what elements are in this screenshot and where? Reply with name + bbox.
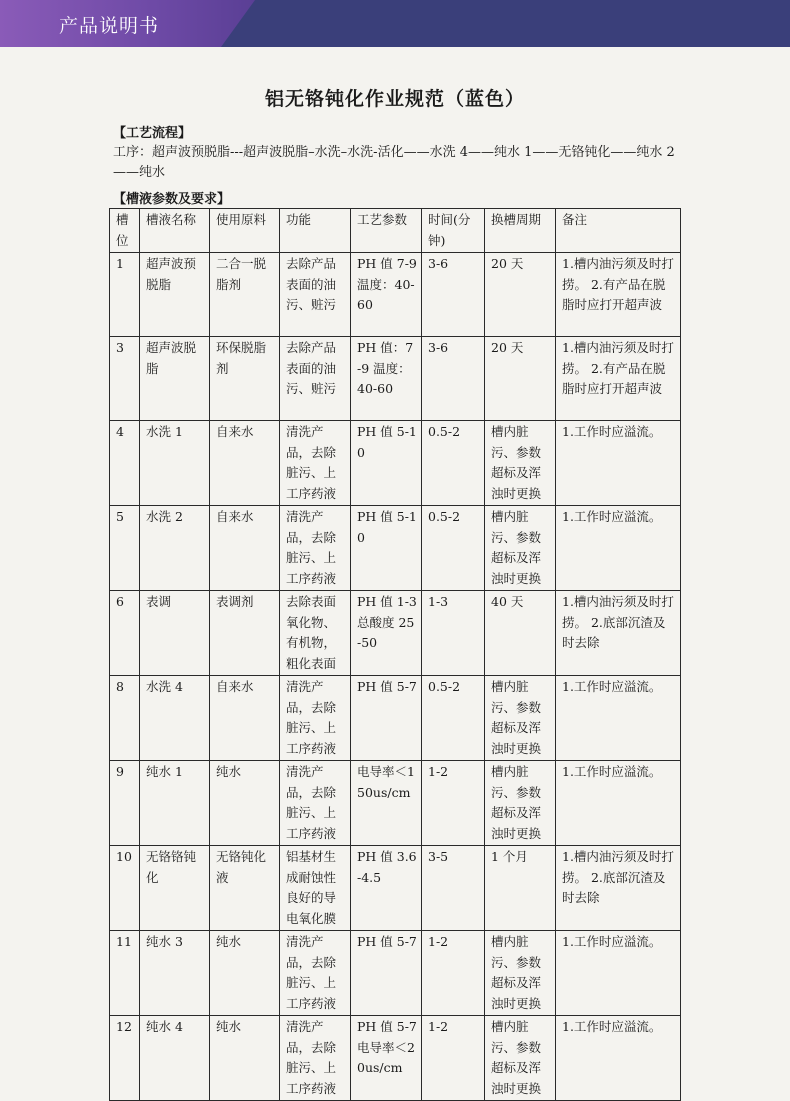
table-cell: PH 值 5-7 电导率＜20us/cm xyxy=(351,1016,422,1101)
table-row xyxy=(110,676,681,761)
table-cell: 3-6 xyxy=(422,253,485,337)
params-heading: 【槽液参数及要求】 xyxy=(113,192,231,207)
table-cell: 12 xyxy=(110,1016,140,1101)
table-cell: 纯水 xyxy=(210,931,280,1016)
table-row xyxy=(110,761,681,846)
table-cell: 3-5 xyxy=(422,846,485,931)
table-cell: 10 xyxy=(110,846,140,931)
table-cell: 自来水 xyxy=(210,676,280,761)
table-cell: PH 值 1-3 总酸度 25-50 xyxy=(351,591,422,676)
column-header: 工艺参数 xyxy=(351,209,422,253)
table-cell: 二合一脱脂剂 xyxy=(210,253,280,337)
table-cell: 1.工作时应溢流。 xyxy=(556,506,681,591)
table-cell: 20 天 xyxy=(485,337,556,421)
table-cell: 1.槽内油污须及时打捞。 2.有产品在脱脂时应打开超声波 xyxy=(556,337,681,421)
table-cell: 环保脱脂剂 xyxy=(210,337,280,421)
table-cell: 表调剂 xyxy=(210,591,280,676)
table-cell: 1.槽内油污须及时打捞。 2.底部沉渣及时去除 xyxy=(556,846,681,931)
table-cell: 纯水 4 xyxy=(140,1016,210,1101)
table-cell: 3 xyxy=(110,337,140,421)
table-cell: 0.5-2 xyxy=(422,421,485,506)
table-cell: 超声波预脱脂 xyxy=(140,253,210,337)
table-cell: 去除产品表面的油污、赃污 xyxy=(280,253,351,337)
table-row xyxy=(110,591,681,676)
table-cell: 无铬钝化液 xyxy=(210,846,280,931)
table-cell: 1.工作时应溢流。 xyxy=(556,421,681,506)
table-cell: PH 值 5-10 xyxy=(351,506,422,591)
table-cell: 1.工作时应溢流。 xyxy=(556,1016,681,1101)
table-cell: 1-2 xyxy=(422,931,485,1016)
table-cell: 表调 xyxy=(140,591,210,676)
process-text: 工序：超声波预脱脂---超声波脱脂–水洗–水洗-活化——水洗 4——纯水 1——无铬钝化——纯水 2——纯水 xyxy=(113,145,675,180)
tank-parameters-table xyxy=(109,208,681,1101)
process-heading: 【工艺流程】 xyxy=(113,126,192,141)
table-row xyxy=(110,846,681,931)
table-cell: 6 xyxy=(110,591,140,676)
table-row xyxy=(110,506,681,591)
table-cell: 4 xyxy=(110,421,140,506)
column-header: 功能 xyxy=(280,209,351,253)
table-cell: 自来水 xyxy=(210,506,280,591)
table-cell: 槽内脏污、参数超标及浑浊时更换 xyxy=(485,421,556,506)
table-row xyxy=(110,337,681,421)
table-cell: 1.槽内油污须及时打捞。 2.有产品在脱脂时应打开超声波 xyxy=(556,253,681,337)
table-cell: PH 值 5-7 xyxy=(351,676,422,761)
table-cell: 水洗 1 xyxy=(140,421,210,506)
table-cell: 1-3 xyxy=(422,591,485,676)
table-row xyxy=(110,1016,681,1101)
table-cell: 槽内脏污、参数超标及浑浊时更换 xyxy=(485,761,556,846)
table-cell: 去除表面氧化物、有机物，粗化表面 xyxy=(280,591,351,676)
table-cell: PH 值 7-9 温度：40-60 xyxy=(351,253,422,337)
table-cell: 槽内脏污、参数超标及浑浊时更换 xyxy=(485,506,556,591)
table-cell: 1.工作时应溢流。 xyxy=(556,931,681,1016)
table-cell: 3-6 xyxy=(422,337,485,421)
table-cell: 40 天 xyxy=(485,591,556,676)
table-cell: 水洗 4 xyxy=(140,676,210,761)
table-cell: 1 个月 xyxy=(485,846,556,931)
table-cell: 纯水 xyxy=(210,1016,280,1101)
column-header: 备注 xyxy=(556,209,681,253)
table-header-row xyxy=(110,209,681,253)
table-cell: PH 值：7-9 温度：40-60 xyxy=(351,337,422,421)
table-cell: 水洗 2 xyxy=(140,506,210,591)
table-cell: 1.工作时应溢流。 xyxy=(556,761,681,846)
table-cell: 清洗产品，去除脏污、上工序药液 xyxy=(280,506,351,591)
table-cell: 1 xyxy=(110,253,140,337)
table-cell: 1-2 xyxy=(422,761,485,846)
column-header: 时间(分钟) xyxy=(422,209,485,253)
column-header: 槽位 xyxy=(110,209,140,253)
table-cell: 0.5-2 xyxy=(422,506,485,591)
document-title: 铝无铬钝化作业规范（蓝色） xyxy=(264,88,525,110)
table-cell: 清洗产品，去除脏污、上工序药液 xyxy=(280,676,351,761)
column-header: 使用原料 xyxy=(210,209,280,253)
table-cell: 9 xyxy=(110,761,140,846)
table-cell: 8 xyxy=(110,676,140,761)
table-row xyxy=(110,253,681,337)
table-cell: 5 xyxy=(110,506,140,591)
table-cell: PH 值 5-7 xyxy=(351,931,422,1016)
table-cell: 纯水 3 xyxy=(140,931,210,1016)
table-cell: 1-2 xyxy=(422,1016,485,1101)
table-row xyxy=(110,421,681,506)
table-row xyxy=(110,931,681,1016)
table-cell: 槽内脏污、参数超标及浑浊时更换 xyxy=(485,931,556,1016)
table-cell: 去除产品表面的油污、赃污 xyxy=(280,337,351,421)
table-cell: 无铬铬钝化 xyxy=(140,846,210,931)
table-cell: 铝基材生成耐蚀性良好的导电氧化膜 xyxy=(280,846,351,931)
table-cell: 1.工作时应溢流。 xyxy=(556,676,681,761)
table-cell: 纯水 1 xyxy=(140,761,210,846)
column-header: 槽液名称 xyxy=(140,209,210,253)
table-cell: 11 xyxy=(110,931,140,1016)
table-cell: 槽内脏污、参数超标及浑浊时更换 xyxy=(485,676,556,761)
table-cell: 20 天 xyxy=(485,253,556,337)
table-cell: 清洗产品，去除脏污、上工序药液 xyxy=(280,421,351,506)
column-header: 换槽周期 xyxy=(485,209,556,253)
table-cell: 清洗产品，去除脏污、上工序药液 xyxy=(280,761,351,846)
table-cell: 清洗产品，去除脏污、上工序药液 xyxy=(280,1016,351,1101)
header-bar xyxy=(0,0,790,47)
table-cell: PH 值 3.6-4.5 xyxy=(351,846,422,931)
header-tab-label: 产品说明书 xyxy=(59,15,160,37)
table-cell: 0.5-2 xyxy=(422,676,485,761)
table-cell: 槽内脏污、参数超标及浑浊时更换 xyxy=(485,1016,556,1101)
table-cell: 超声波脱脂 xyxy=(140,337,210,421)
table-cell: 电导率＜150us/cm xyxy=(351,761,422,846)
table-cell: 1.槽内油污须及时打捞。 2.底部沉渣及时去除 xyxy=(556,591,681,676)
table-cell: 清洗产品，去除脏污、上工序药液 xyxy=(280,931,351,1016)
table-cell: 纯水 xyxy=(210,761,280,846)
table-cell: 自来水 xyxy=(210,421,280,506)
table-cell: PH 值 5-10 xyxy=(351,421,422,506)
